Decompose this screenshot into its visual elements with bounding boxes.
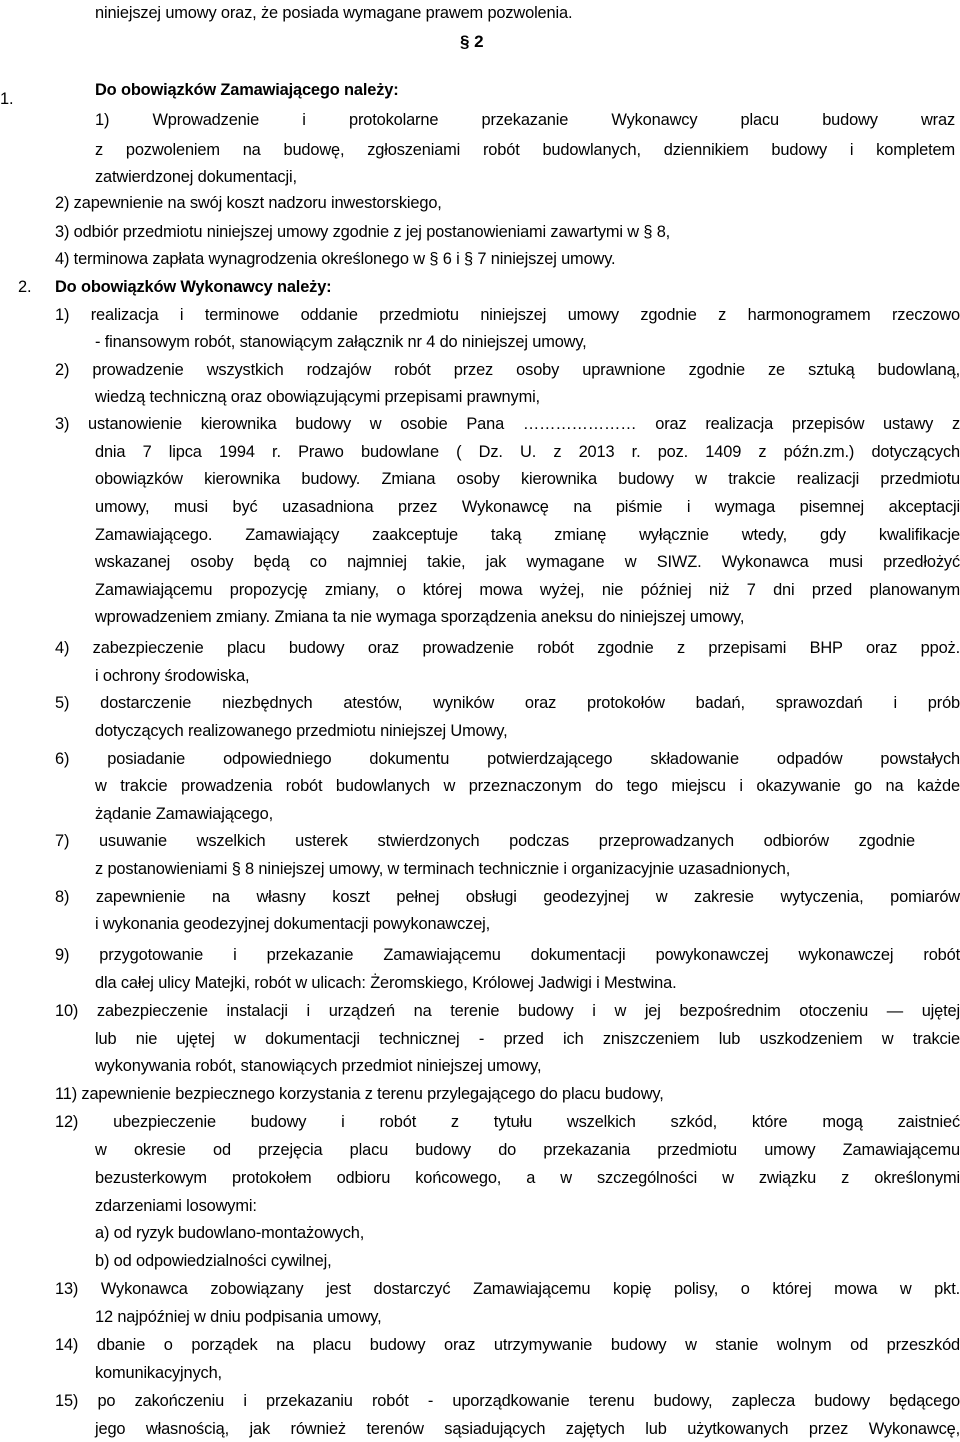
text-line: komunikacyjnych, <box>95 1364 222 1382</box>
section-1-heading: Do obowiązków Zamawiającego należy: <box>95 81 399 99</box>
text-line: 9) przygotowanie i przekazanie Zamawiającemu dokumentacji powykonawczej wykonawczej robót <box>55 946 960 964</box>
text-line: 1. <box>0 90 14 108</box>
text-line: 13) Wykonawca zobowiązany jest dostarczyć Zamawiającemu kopię polisy, o której mowa w pkt. <box>55 1280 960 1298</box>
text-line: - finansowym robót, stanowiącym załącznik nr 4 do niniejszej umowy, <box>95 333 587 351</box>
text-line: z postanowieniami § 8 niniejszej umowy, w terminach technicznie i organizacyjnie uzasadnionych, <box>95 860 791 878</box>
text-line: 14) dbanie o porządek na placu budowy oraz utrzymywanie budowy w stanie wolnym od przeszkód <box>55 1336 960 1354</box>
text-line: 2) zapewnienie na swój koszt nadzoru inwestorskiego, <box>55 194 442 212</box>
text-line: 15) po zakończeniu i przekazaniu robót - uporządkowanie terenu budowy, zaplecza budowy będącego <box>55 1392 960 1410</box>
text-line: 4) zabezpieczenie placu budowy oraz prowadzenie robót zgodnie z przepisami BHP oraz ppoż. <box>55 639 960 657</box>
text-line: Zamawiającemu propozycję zmiany, o której mowa wyżej, nie później niż 7 dni przed planowanym <box>95 581 960 599</box>
text-line: 8) zapewnienie na własny koszt pełnej obsługi geodezyjnej w zakresie wytyczenia, pomiarów <box>55 888 960 906</box>
text-line: 10) zabezpieczenie instalacji i urządzeń na terenie budowy i w jej bezpośrednim otoczeniu — ujętej <box>55 1002 960 1020</box>
text-line: wskazanej osoby będą co najmniej takie, jak wymagane w SIWZ. Wykonawca musi przedłożyć <box>95 553 960 571</box>
text-line: 3) odbiór przedmiotu niniejszej umowy zgodnie z jej postanowieniami zawartymi w § 8, <box>55 223 671 241</box>
text-line: 5) dostarczenie niezbędnych atestów, wyników oraz protokołów badań, sprawozdań i prób <box>55 694 960 712</box>
text-line: obowiązków kierownika budowy. Zmiana osoby kierownika budowy w trakcie realizacji przedmiotu <box>95 470 960 488</box>
text-line: z pozwoleniem na budowę, zgłoszeniami robót budowlanych, dziennikiem budowy i kompletem <box>95 141 955 159</box>
text-line: 6) posiadanie odpowiedniego dokumentu potwierdzającego składowanie odpadów powstałych <box>55 750 960 768</box>
text-line: w okresie od przejęcia placu budowy do przekazania przedmiotu umowy Zamawiającemu <box>95 1141 960 1159</box>
text-line: 12 najpóźniej w dniu podpisania umowy, <box>95 1308 382 1326</box>
text-line: bezusterkowym protokołem odbioru końcowego, a w szczególności w związku z określonymi <box>95 1169 960 1187</box>
paragraph-mark: § 2 <box>460 32 484 51</box>
text-line: i wykonania geodezyjnej dokumentacji powykonawczej, <box>95 915 491 933</box>
text-line: i ochrony środowiska, <box>95 667 250 685</box>
text-line: dla całej ulicy Matejki, robót w ulicach: Żeromskiego, Królowej Jadwigi i Mestwina. <box>95 974 677 992</box>
text-line: wykonywania robót, stanowiących przedmiot niniejszej umowy, <box>95 1057 542 1075</box>
text-line: jego własnością, jak również terenów sąsiadujących zajętych lub użytkowanych przez Wykonawcę, <box>95 1420 960 1438</box>
section-2-number: 2. <box>18 278 32 296</box>
text-line: Zamawiającego. Zamawiający zaakceptuje taką zmianę wyłącznie wtedy, gdy kwalifikacje <box>95 526 960 544</box>
section-2-heading: Do obowiązków Wykonawcy należy: <box>55 278 332 296</box>
text-line: zdarzeniami losowymi: <box>95 1197 257 1215</box>
text-line: a) od ryzyk budowlano-montażowych, <box>95 1224 365 1242</box>
text-line: 3) ustanowienie kierownika budowy w osobie Pana ………………… oraz realizacja przepisów ustawy z <box>55 415 960 433</box>
text-line: dnia 7 lipca 1994 r. Prawo budowlane ( Dz. U. z 2013 r. poz. 1409 z późn.zm.) dotyczących <box>95 443 960 461</box>
text-line: 12) ubezpieczenie budowy i robót z tytułu wszelkich szkód, które mogą zaistnieć <box>55 1113 960 1131</box>
text-line: dotyczących realizowanego przedmiotu niniejszej Umowy, <box>95 722 508 740</box>
text-line: 2) prowadzenie wszystkich rodzajów robót przez osoby uprawnione zgodnie ze sztuką budowlaną, <box>55 361 960 379</box>
text-line: lub nie ujętej w dokumentacji technicznej - przed ich zniszczeniem lub uszkodzeniem w trakcie <box>95 1030 960 1048</box>
text-line: b) od odpowiedzialności cywilnej, <box>95 1252 332 1270</box>
text-line: 1) realizacja i terminowe oddanie przedmiotu niniejszej umowy zgodnie z harmonogramem rzeczowo <box>55 306 960 324</box>
text-line: 1) Wprowadzenie i protokolarne przekazanie Wykonawcy placu budowy wraz <box>95 111 955 129</box>
text-line: żądanie Zamawiającego, <box>95 805 274 823</box>
text-line: umowy, musi być uzasadniona przez Wykonawcę na piśmie i wymaga pisemnej akceptacji <box>95 498 960 516</box>
text-line: 11) zapewnienie bezpiecznego korzystania z terenu przylegającego do placu budowy, <box>55 1085 664 1103</box>
text-line: w trakcie prowadzenia robót budowlanych w przeznaczonym do tego miejscu i okazywanie go na każde <box>95 777 960 795</box>
text-line: wprowadzeniem zmiany. Zmiana ta nie wymaga sporządzenia aneksu do niniejszej umowy, <box>95 608 745 626</box>
text-line: 7) usuwanie wszelkich usterek stwierdzonych podczas przeprowadzanych odbiorów zgodnie <box>55 832 915 850</box>
text-line: 4) terminowa zapłata wynagrodzenia określonego w § 6 i § 7 niniejszej umowy. <box>55 250 616 268</box>
text-line: wiedzą techniczną oraz obowiązującymi przepisami prawnymi, <box>95 388 540 406</box>
text-line: niniejszej umowy oraz, że posiada wymagane prawem pozwolenia. <box>95 4 573 22</box>
text-line: zatwierdzonej dokumentacji, <box>95 168 297 186</box>
